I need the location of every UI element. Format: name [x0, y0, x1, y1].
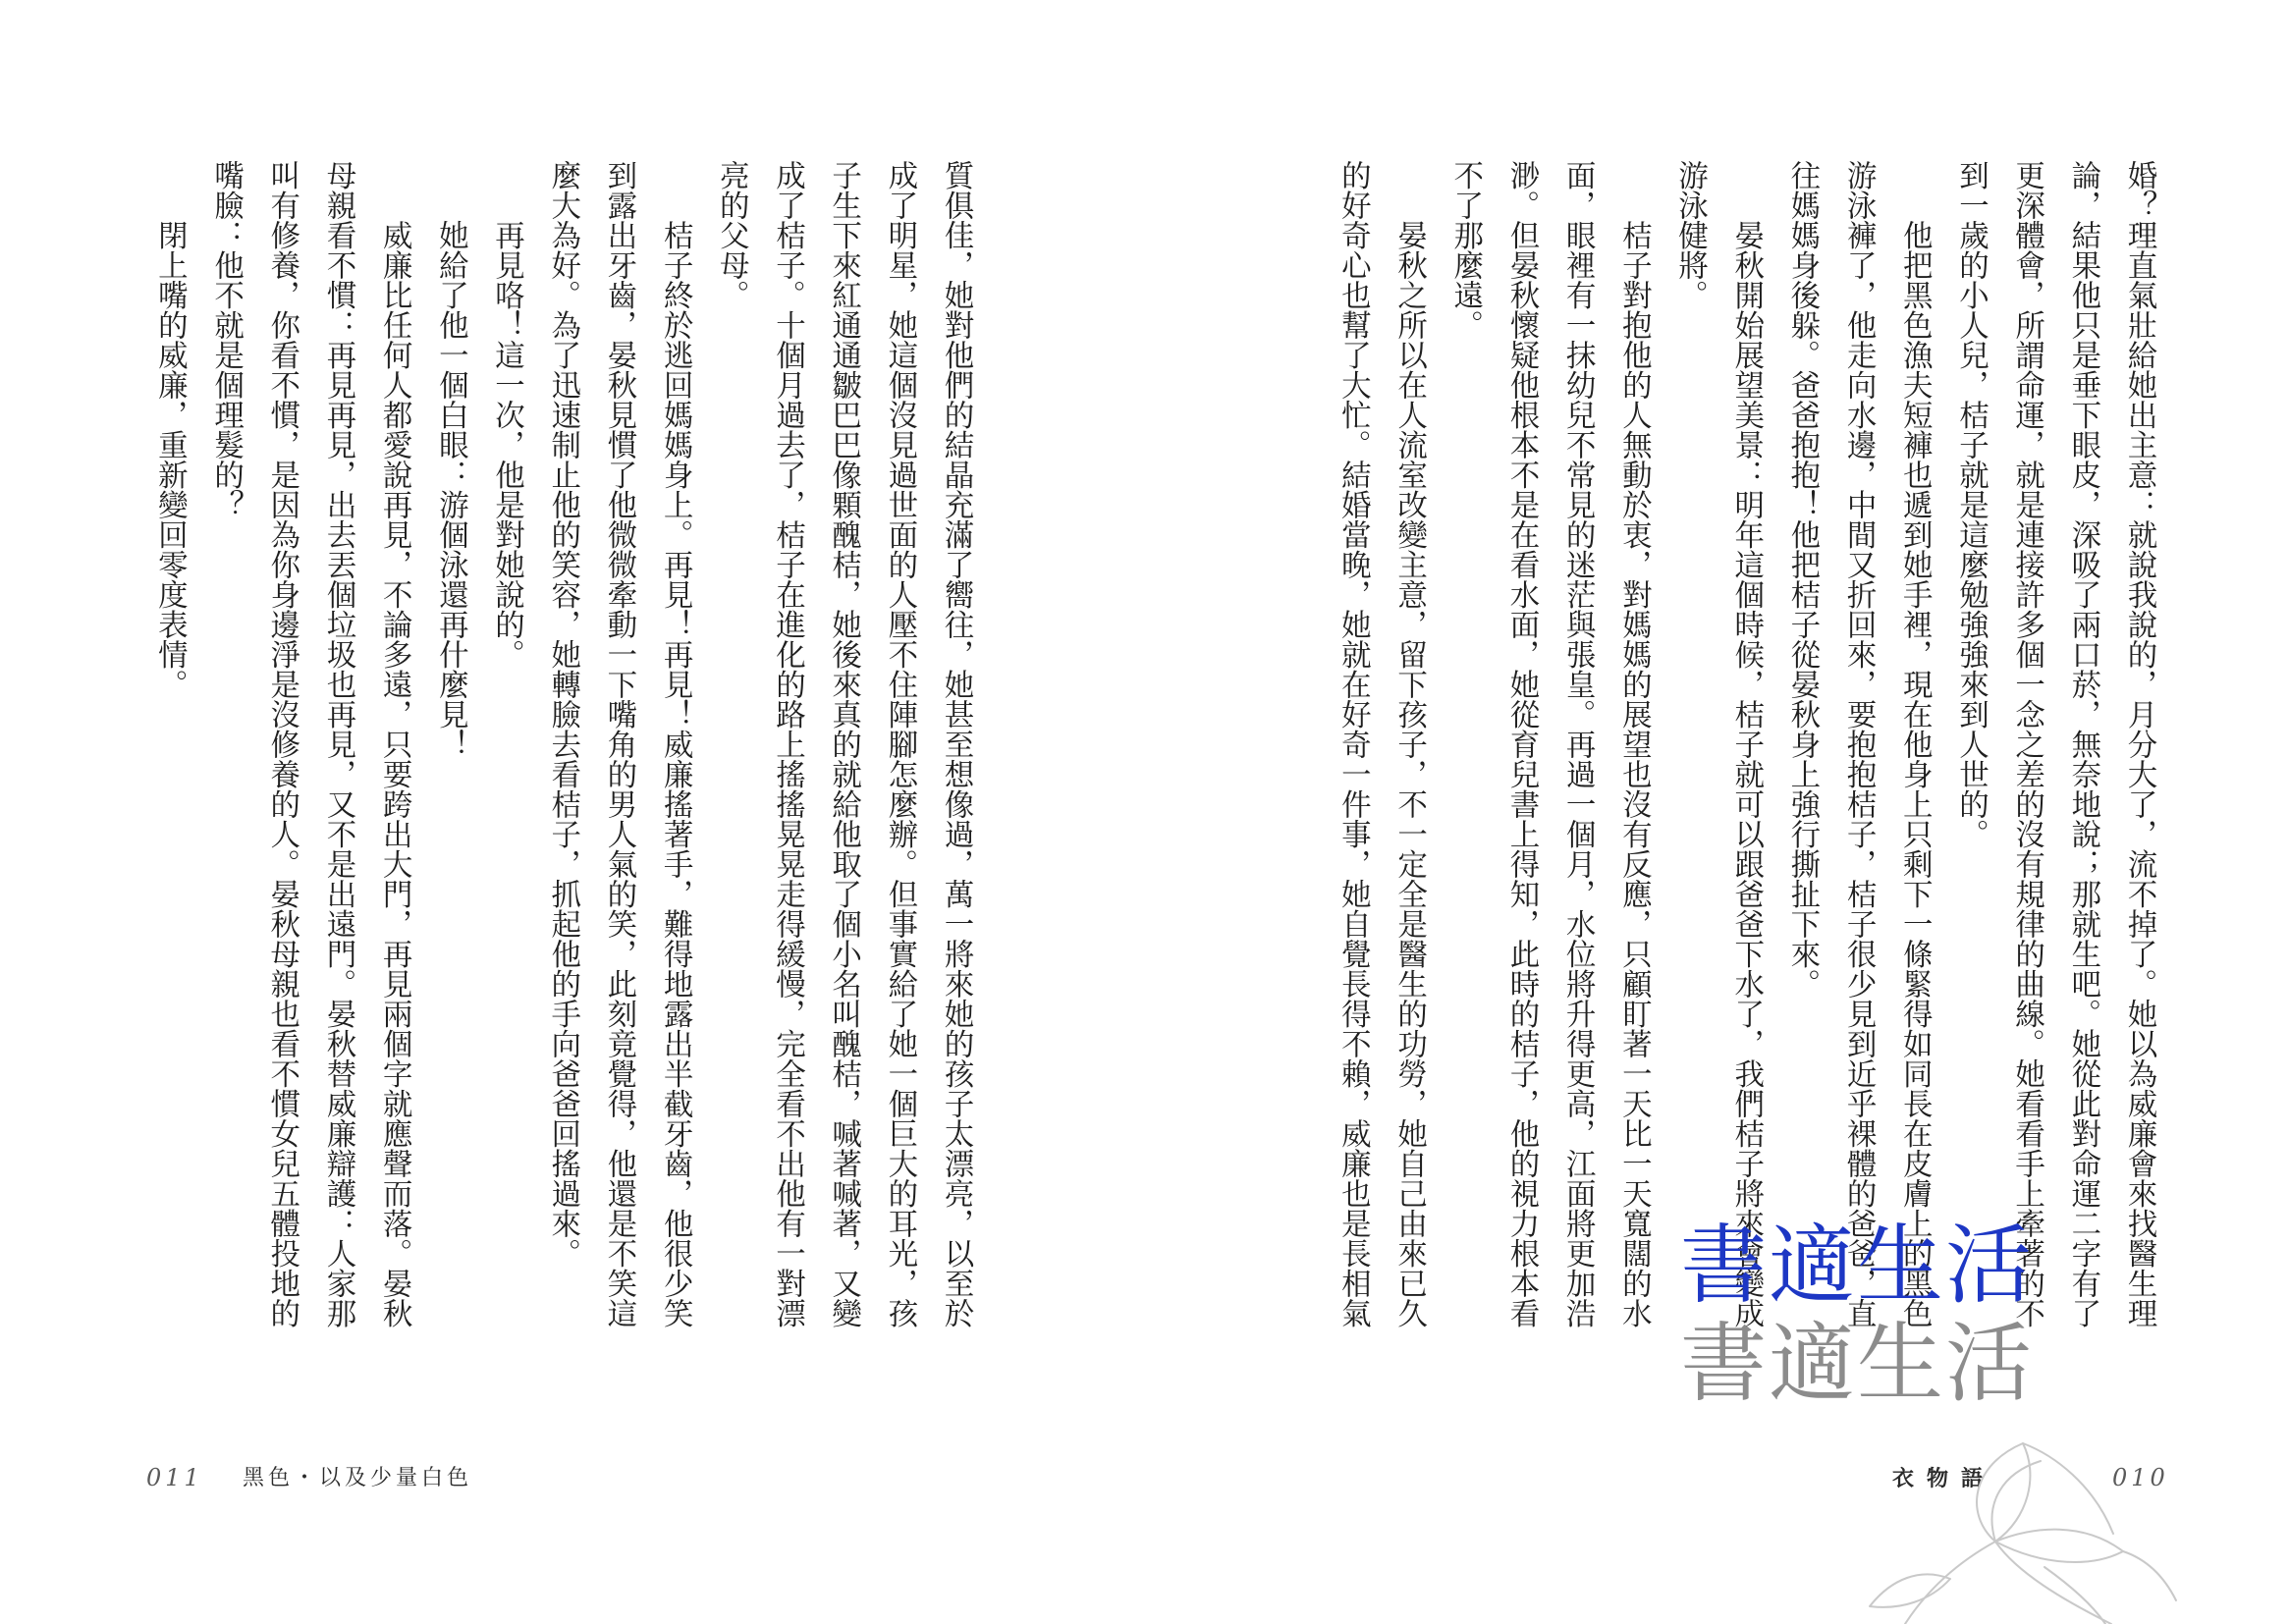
- text-column: 質俱佳，她對他們的結晶充滿了嚮往，她甚至想像過，萬一將來她的孩子太漂亮，以至於: [939, 160, 973, 1328]
- text-column: 母親看不慣：再見再見，出去丟個垃圾也再見，又不是出遠門。晏秋替威廉辯護：人家那: [320, 160, 355, 1328]
- text-column: 他把黑色漁夫短褲也遞到她手裡，現在他身上只剩下一條緊得如同長在皮膚上的黑色: [1897, 220, 1933, 1328]
- running-title: 黑色・以及少量白色: [243, 1466, 473, 1490]
- text-column: 往媽媽身後躲。爸爸抱抱！他把桔子從晏秋身上強行撕扯下來。: [1784, 160, 1820, 999]
- page-number: 011: [146, 1464, 203, 1491]
- text-column: 成了桔子。十個月過去了，桔子在進化的路上搖搖晃晃走得緩慢，完全看不出他有一對漂: [770, 160, 805, 1328]
- text-column: 婚？理直氣壯給她出主意：就說我說的，月分大了，流不掉了。她以為威廉會來找醫生理: [2122, 160, 2156, 1328]
- text-column: 到一歲的小人兒，桔子就是這麼勉強強來到人世的。: [1953, 160, 1989, 849]
- text-column: 成了明星，她這個沒見過世面的人壓不住陣腳怎麼辦。但事實給了她一個巨大的耳光，孩: [882, 160, 917, 1328]
- text-column: 到露出牙齒，晏秋見慣了他微微牽動一下嘴角的男人氣的笑，此刻竟覺得，他還是不笑這: [601, 160, 636, 1328]
- text-column: 她給了他一個白眼：游個泳還再什麼見！: [433, 220, 468, 759]
- text-column: 嘴臉：他不就是個理髮的？: [208, 160, 244, 519]
- text-column: 桔子終於逃回媽媽身上。再見！再見！威廉搖著手，難得地露出半截牙齒，他很少笑: [658, 220, 693, 1328]
- text-column: 閉上嘴的威廉，重新變回零度表情。: [152, 220, 188, 699]
- text-column: 亮的父母。: [714, 160, 749, 310]
- text-column: 面，眼裡有一抹幼兒不常見的迷茫與張皇。再過一個月，水位將升得更高，江面將更加浩: [1560, 160, 1596, 1328]
- watermark-text-secondary: 書適生活: [1680, 1313, 2035, 1414]
- text-column: 論，結果他只是垂下眼皮，深吸了兩口菸，無奈地說；那就生吧。她從此對命運二字有了: [2065, 160, 2100, 1328]
- text-column: 叫有修養，你看不慣，是因為你身邊淨是沒修養的人。晏秋母親也看不慣女兒五體投地的: [264, 160, 300, 1328]
- page-number: 010: [2112, 1464, 2169, 1491]
- text-column: 晏秋開始展望美景：明年這個時候，桔子就可以跟爸爸下水了，我們桔子將來會變成: [1728, 220, 1764, 1328]
- text-column: 的好奇心也幫了大忙。結婚當晚，她就在好奇一件事，她自覺長得不賴，威廉也是長相氣: [1335, 160, 1371, 1328]
- text-column: 再見咯！這一次，他是對她說的。: [489, 220, 524, 670]
- text-column: 桔子對抱他的人無動於衷，對媽媽的展望也沒有反應，只顧盯著一天比一天寬闊的水: [1616, 220, 1652, 1328]
- text-column: 更深體會，所謂命運，就是連接許多個一念之差的沒有規律的曲線。她看看手上牽著的不: [2009, 160, 2044, 1328]
- running-title: 衣物語: [1892, 1466, 1996, 1491]
- text-column: 不了那麼遠。: [1447, 160, 1483, 340]
- text-column: 渺。但晏秋懷疑他根本不是在看水面，她從育兒書上得知，此時的桔子，他的視力根本看: [1503, 160, 1539, 1328]
- watermark-text-primary: 書適生活: [1680, 1215, 2035, 1316]
- text-column: 麼大為好。為了迅速制止他的笑容，她轉臉去看桔子，抓起他的手向爸爸回搖過來。: [545, 160, 580, 1269]
- text-column: 晏秋之所以在人流室改變主意，留下孩子，不一定全是醫生的功勞，她自己由來已久: [1391, 220, 1427, 1328]
- text-column: 威廉比任何人都愛說再見，不論多遠，只要跨出大門，再見兩個字就應聲而落。晏秋: [377, 220, 412, 1328]
- text-column: 子生下來紅通通皺巴巴像顆醜桔，她後來真的就給他取了個小名叫醜桔，喊著喊著，又變: [826, 160, 861, 1328]
- text-column: 游泳健將。: [1672, 160, 1708, 310]
- text-column: 游泳褲了，他走向水邊，中間又折回來，要抱抱桔子，桔子很少見到近乎裸體的爸爸，直: [1841, 160, 1877, 1328]
- right-page-body-text: [1325, 160, 2167, 1348]
- left-page: [0, 0, 1144, 1624]
- left-page-body-text: [141, 160, 984, 1348]
- flower-line-art-icon: [1866, 1434, 2180, 1624]
